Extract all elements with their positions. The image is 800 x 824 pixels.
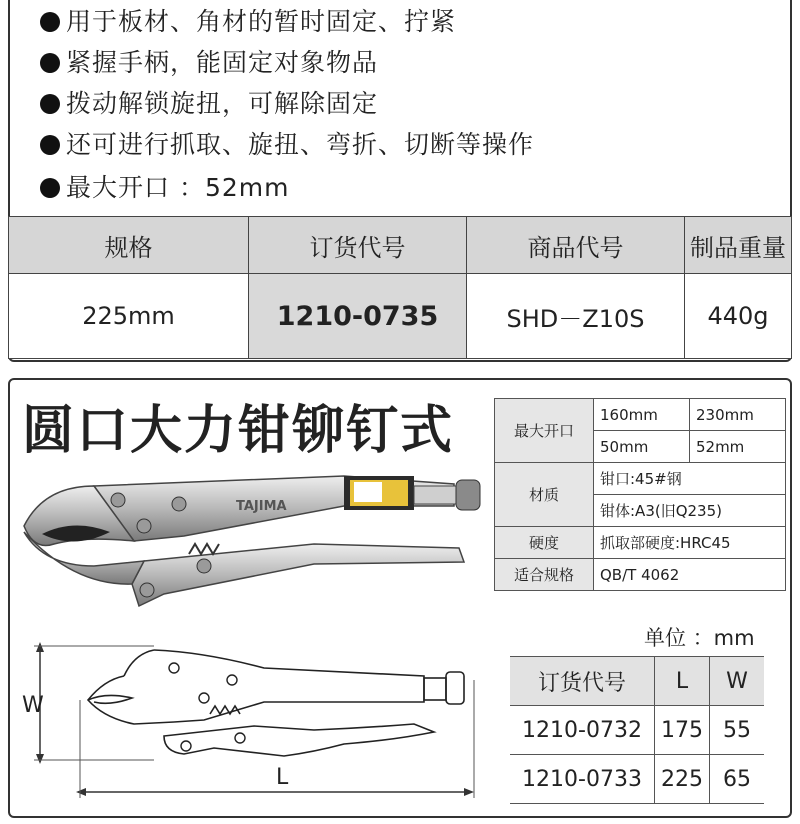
l-label: L [276, 765, 289, 790]
dim-order-code: 1210-0732 [510, 706, 655, 755]
bullet-icon [40, 178, 60, 198]
property-table [494, 398, 786, 591]
dim-w: 65 [710, 755, 765, 804]
table-row [510, 755, 764, 804]
material-body: 钳体:A3(旧Q235) [594, 495, 786, 527]
dim-l: 175 [655, 706, 710, 755]
bullet-icon [40, 94, 60, 114]
feature-text: 用于板材、角材的暂时固定、拧紧 [66, 7, 457, 36]
spec-header-row [9, 217, 792, 274]
feature-item [40, 43, 378, 79]
dimension-header-row [510, 657, 764, 706]
feature-item [40, 2, 456, 38]
standard-label: 适合规格 [495, 559, 594, 591]
max-open-label: 最大开口 [495, 399, 594, 463]
dim-w: 55 [710, 706, 765, 755]
dim-header-w: W [710, 657, 765, 706]
spec-size: 225mm [9, 274, 249, 359]
bullet-icon [40, 12, 60, 32]
spec-header-product-code: 商品代号 [467, 217, 685, 274]
feature-text: 拨动解锁旋扭，可解除固定 [66, 89, 379, 118]
dim-header-l: L [655, 657, 710, 706]
table-row [510, 706, 764, 755]
material-jaw: 钳口:45#钢 [594, 463, 786, 495]
spec-table [8, 216, 792, 359]
spec-order-code: 1210-0735 [249, 274, 467, 359]
dimension-table [510, 656, 764, 804]
max-open-value: 50mm [594, 431, 690, 463]
dimension-diagram [14, 640, 490, 806]
pliers-photo [14, 466, 490, 616]
feature-item [40, 125, 534, 161]
spec-header-order-code: 订货代号 [249, 217, 467, 274]
feature-text: 还可进行抓取、旋扭、弯折、切断等操作 [66, 130, 535, 159]
bullet-icon [40, 53, 60, 73]
spec-header-weight: 制品重量 [685, 217, 792, 274]
max-open-value: 230mm [689, 399, 785, 431]
w-label: W [22, 693, 44, 718]
dim-header-order-code: 订货代号 [510, 657, 655, 706]
bullet-icon [40, 135, 60, 155]
feature-item [40, 168, 289, 204]
hardness-value: 抓取部硬度:HRC45 [594, 527, 786, 559]
unit-label: 单位 ：mm [644, 626, 755, 650]
dim-order-code: 1210-0733 [510, 755, 655, 804]
spec-weight: 440g [685, 274, 792, 359]
feature-item [40, 84, 378, 120]
max-open-value: 160mm [594, 399, 690, 431]
spec-header-size: 规格 [9, 217, 249, 274]
max-open-value: 52mm [689, 431, 785, 463]
standard-value: QB/T 4062 [594, 559, 786, 591]
hardness-label: 硬度 [495, 527, 594, 559]
dim-l: 225 [655, 755, 710, 804]
spec-product-code: SHD－Z10S [467, 274, 685, 359]
feature-text: 最大开口 ：52mm [66, 173, 290, 202]
product-title: 圆口大力钳铆钉式 [22, 401, 455, 461]
feature-text: 紧握手柄，能固定对象物品 [66, 48, 379, 77]
spec-data-row [9, 274, 792, 359]
brand-mark: TAJIMA [236, 499, 287, 514]
material-label: 材质 [495, 463, 594, 527]
